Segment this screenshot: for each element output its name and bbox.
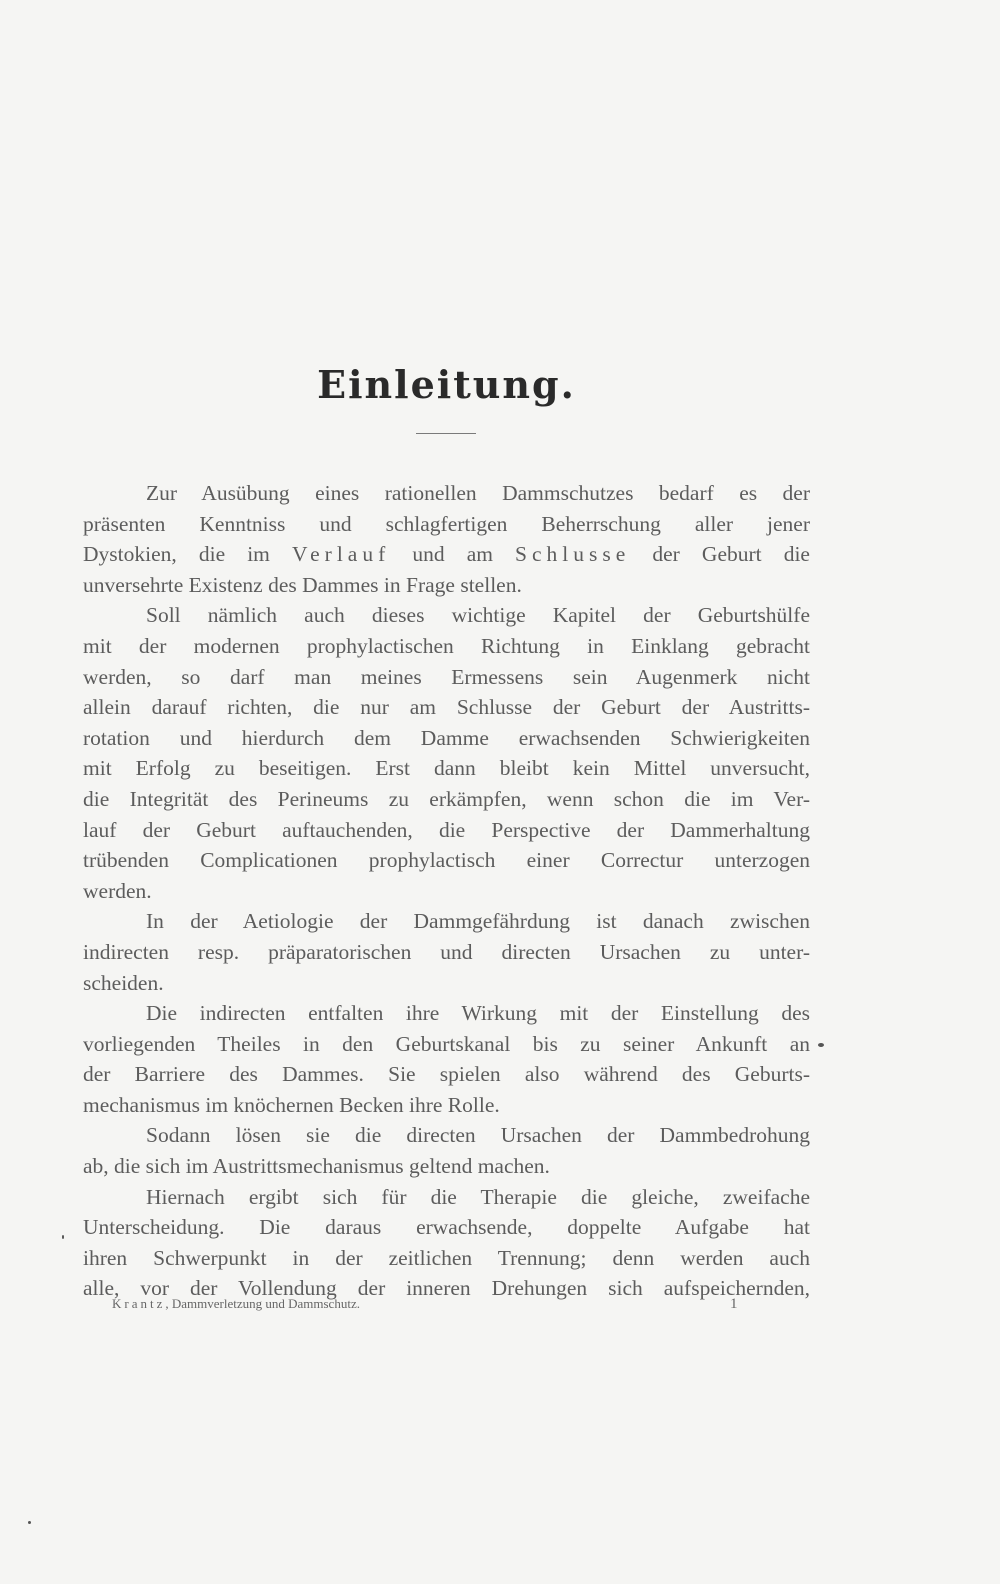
footer-reference — [112, 1296, 360, 1312]
text-segment: Dystokien, die im — [83, 542, 292, 567]
text-line: die Integrität des Perineums zu erkämpfen, wenn schon die im Ver- — [83, 786, 810, 811]
text-line: der Barriere des Dammes. Sie spielen also während des Geburts- — [83, 1062, 810, 1087]
text-line: mit Erfolg zu beseitigen. Erst dann bleibt kein Mittel unversucht, — [83, 756, 810, 781]
spaced-word: Verlauf — [291, 542, 391, 567]
text-line: werden. — [83, 878, 152, 903]
text-line: mechanismus im knöchernen Becken ihre Rolle. — [83, 1092, 500, 1117]
text-line: Die indirecten entfalten ihre Wirkung mit der Einstellung des — [146, 1001, 810, 1026]
text-line: In der Aetiologie der Dammgefährdung ist danach zwischen — [146, 909, 810, 934]
text-line: scheiden. — [83, 970, 164, 995]
page-title: Einleitung. — [317, 362, 576, 407]
text-line: indirecten resp. präparatorischen und directen Ursachen zu unter- — [83, 939, 810, 964]
text-line: allein darauf richten, die nur am Schlusse der Geburt der Austritts- — [83, 695, 810, 720]
page-number: 1 — [730, 1296, 738, 1312]
text-segment: der Geburt die — [630, 542, 810, 567]
text-line: Unterscheidung. Die daraus erwachsende, doppelte Aufgabe hat — [83, 1215, 810, 1240]
title-block — [83, 362, 810, 407]
text-line: ihren Schwerpunkt in der zeitlichen Trennung; denn werden auch — [83, 1245, 810, 1270]
text-line: präsenten Kenntniss und schlagfertigen Beherrschung aller jener — [83, 511, 810, 536]
page-footer — [112, 1296, 742, 1316]
text-line: ab, die sich im Austrittsmechanismus geltend machen. — [83, 1154, 550, 1179]
text-line: werden, so darf man meines Ermessens sein Augenmerk nicht — [83, 664, 810, 689]
text-line — [83, 539, 810, 570]
footer-author: Krantz — [112, 1296, 166, 1311]
text-line: mit der modernen prophylactischen Richtung in Einklang gebracht — [83, 633, 810, 658]
text-segment: und am — [390, 542, 516, 567]
print-speck — [62, 1235, 64, 1239]
print-speck — [28, 1521, 31, 1524]
text-line: lauf der Geburt auftauchenden, die Perspective der Dammerhaltung — [83, 817, 810, 842]
body-text — [83, 478, 810, 1304]
text-line: Sodann lösen sie die directen Ursachen der Dammbedrohung — [146, 1123, 810, 1148]
text-line: rotation und hierdurch dem Damme erwachsenden Schwierigkeiten — [83, 725, 810, 750]
spaced-word: Schlusse — [515, 542, 631, 567]
print-speck — [818, 1043, 824, 1047]
footer-work: , Dammverletzung und Dammschutz. — [165, 1296, 360, 1311]
text-line: vorliegenden Theiles in den Geburtskanal bis zu seiner Ankunft an — [83, 1031, 810, 1056]
text-line: unversehrte Existenz des Dammes in Frage stellen. — [83, 572, 522, 597]
text-line: Zur Ausübung eines rationellen Dammschutzes bedarf es der — [146, 481, 810, 505]
text-line: Hiernach ergibt sich für die Therapie die gleiche, zweifache — [146, 1184, 810, 1209]
title-divider — [416, 433, 476, 434]
text-line: alle, vor der Vollendung der inneren Drehungen sich aufspeichernden, — [83, 1276, 810, 1301]
text-line: trübenden Complicationen prophylactisch einer Correctur unterzogen — [83, 848, 810, 873]
text-line: Soll nämlich auch dieses wichtige Kapitel der Geburtshülfe — [146, 603, 810, 628]
